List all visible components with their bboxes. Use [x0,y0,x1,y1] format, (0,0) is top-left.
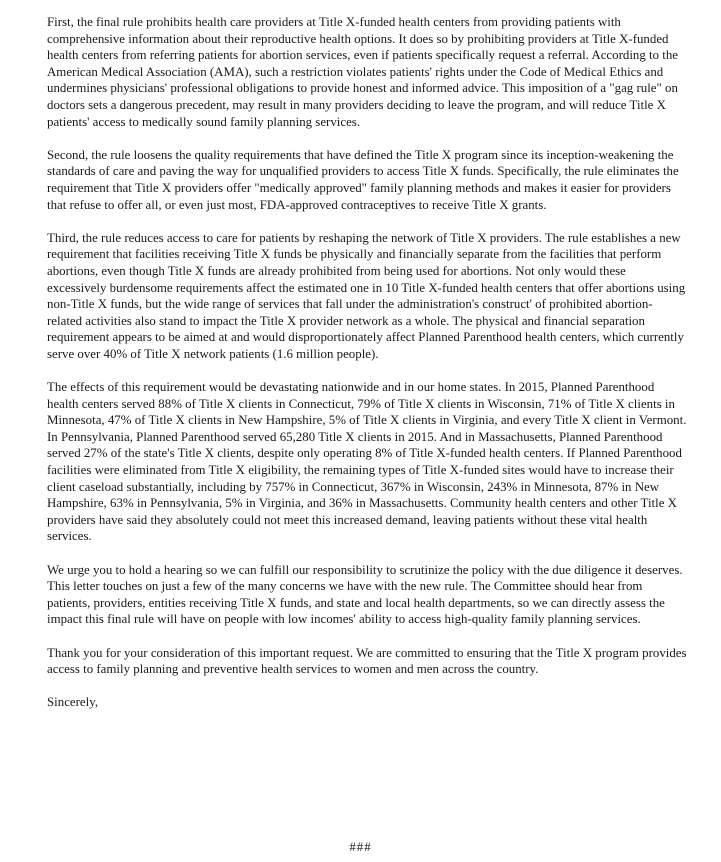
end-of-document-mark: ### [349,840,372,854]
paragraph-quality-requirements: Second, the rule loosens the quality requirements that have defined the Title X program since its inception-weakening the standards of care and paving the way for unqualified providers to access Title X funds. Specifically, the rule eliminates the requirement that Title X providers offer "medically approved" family planning methods and makes it easier for providers that refuse to offer all, or even just most, FDA-approved contraceptives to receive Title X grants. [47,147,679,212]
closing-salutation: Sincerely, [47,695,99,710]
paragraph-gag-rule: First, the final rule prohibits health care providers at Title X-funded health centers from providing patients with comprehensive information about their reproductive health options. It does so by prohibiting providers at Title X-funded health centers from referring patients for abortion services, even if patients specifically request a referral. According to the American Medical Association (AMA), such a restriction violates patients' rights under the Code of Medical Ethics and undermines physicians' professional obligations to provide honest and informed advice. This imposition of a "gag rule" on doctors sets a dangerous precedent, may result in many providers deciding to leave the program, and will reduce Title X patients' access to medically sound family planning services. [47,15,679,129]
paragraph-hearing-request: We urge you to hold a hearing so we can fulfill our responsibility to scrutinize the policy with the due diligence it deserves. This letter touches on just a few of the many concerns we have with the new rule. The Committee should hear from patients, providers, entities receiving Title X funds, and state and local health departments, so we can directly assess the impact this final rule will have on people with low incomes' ability to access high-quality family planning services. [47,562,683,627]
paragraph-provider-network: Third, the rule reduces access to care for patients by reshaping the network of Title X providers. The rule establishes a new requirement that facilities receiving Title X funds be physically and financially separate from the facilities that perform abortions, even though Title X funds are already prohibited from being used for abortions. Not only would these excessively burdensome requirements affect the estimated one in 10 Title X-funded health centers that offer abortions using non-Title X funds, but the wide range of services that fall under the administration's construct' of prohibited abortion-related activities also stand to impact the Title X provider network as a whole. The physical and financial separation requirement appears to be aimed at and would disproportionately affect Planned Parenthood health centers, which currently serve over 40% of Title X network patients (1.6 million people). [47,230,686,361]
paragraph-state-effects: The effects of this requirement would be devastating nationwide and in our home states. In 2015, Planned Parenthood health centers served 88% of Title X clients in Connecticut, 79% of Title X clients in Wisconsin, 71% of Title X clients in Minnesota, 47% of Title X clients in New Hampshire, 5% of Title X clients in Virginia, and every Title X client in Vermont. In Pennsylvania, Planned Parenthood served 65,280 Title X clients in 2015. And in Massachusetts, Planned Parenthood served 27% of the state's Title X clients, despite only operating 8% of Title X-funded health centers. If Planned Parenthood facilities were eliminated from Title X eligibility, the remaining types of Title X-funded sites would have to increase their client caseload substantially, including by 757% in Connecticut, 367% in Wisconsin, 243% in Minnesota, 87% in New Hampshire, 63% in Pennsylvania, 5% in Virginia, and 36% in Massachusetts. Community health centers and other Title X providers have said they absolutely could not meet this increased demand, leaving patients without these vital health services. [47,380,687,544]
letter-body [47,14,687,711]
paragraph-thank-you: Thank you for your consideration of this important request. We are committed to ensuring that the Title X program provides access to family planning and preventive health services to women and men across the country. [47,645,687,677]
